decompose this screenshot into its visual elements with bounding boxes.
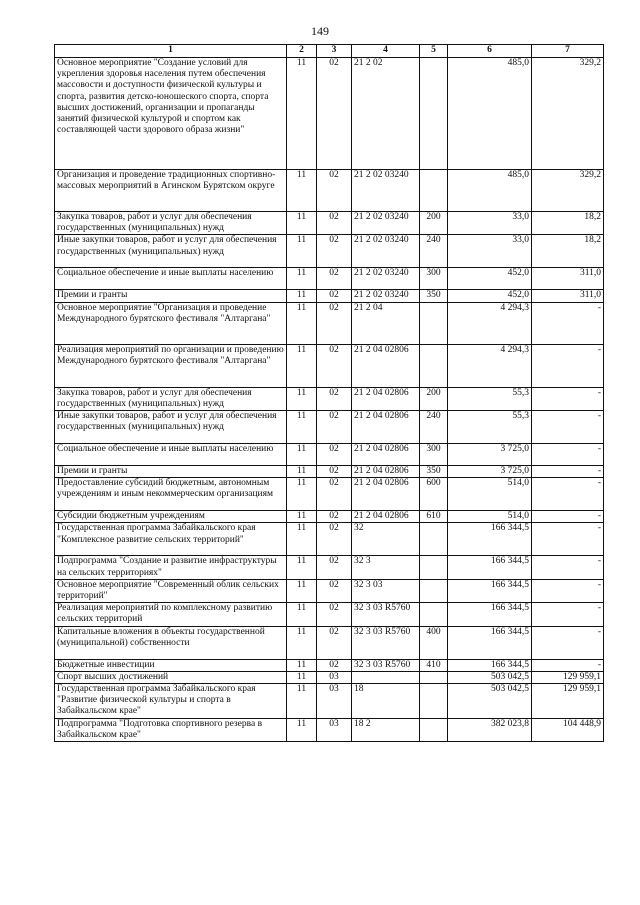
row-amount-2022: - — [532, 466, 604, 478]
row-section: 11 — [287, 466, 317, 478]
row-target-code: 21 2 02 — [352, 58, 420, 170]
row-expense-type — [420, 344, 448, 387]
row-amount-2021: 166 344,5 — [448, 579, 532, 602]
column-header: 2 — [287, 45, 317, 58]
row-section: 11 — [287, 290, 317, 302]
row-expense-type — [420, 302, 448, 344]
table-row — [55, 444, 604, 466]
row-target-code: 21 2 04 02806 — [352, 387, 420, 410]
row-target-code: 21 2 02 03240 — [352, 268, 420, 290]
column-header: 5 — [420, 45, 448, 58]
row-target-code: 18 — [352, 684, 420, 719]
row-name: Субсидии бюджетным учреждениям — [55, 511, 287, 523]
row-section: 11 — [287, 235, 317, 268]
row-name: Иные закупки товаров, работ и услуг для обеспечения государственных (муниципальных) нужд — [55, 235, 287, 268]
row-amount-2021: 382 023,8 — [448, 718, 532, 741]
row-amount-2021: 166 344,5 — [448, 523, 532, 556]
row-amount-2022: - — [532, 411, 604, 444]
row-amount-2021: 166 344,5 — [448, 626, 532, 659]
row-section: 11 — [287, 170, 317, 212]
budget-table — [54, 44, 604, 742]
row-subsection: 02 — [317, 511, 352, 523]
table-row — [55, 671, 604, 683]
table-row — [55, 268, 604, 290]
table-row — [55, 290, 604, 302]
row-expense-type — [420, 603, 448, 626]
row-expense-type: 240 — [420, 411, 448, 444]
row-expense-type: 600 — [420, 478, 448, 511]
row-amount-2021: 452,0 — [448, 290, 532, 302]
row-section: 11 — [287, 411, 317, 444]
column-header: 6 — [448, 45, 532, 58]
row-name: Подпрограмма "Подготовка спортивного резерва в Забайкальском крае" — [55, 718, 287, 741]
row-target-code: 21 2 04 — [352, 302, 420, 344]
row-expense-type: 300 — [420, 268, 448, 290]
row-amount-2021: 503 042,5 — [448, 671, 532, 683]
column-header: 3 — [317, 45, 352, 58]
row-name: Предоставление субсидий бюджетным, автономным учреждениям и иным некоммерческим организациям — [55, 478, 287, 511]
row-amount-2021: 3 725,0 — [448, 466, 532, 478]
row-subsection: 03 — [317, 684, 352, 719]
row-name: Иные закупки товаров, работ и услуг для обеспечения государственных (муниципальных) нужд — [55, 411, 287, 444]
row-section: 11 — [287, 302, 317, 344]
table-row — [55, 466, 604, 478]
row-expense-type: 240 — [420, 235, 448, 268]
row-target-code: 32 3 03 R5760 — [352, 603, 420, 626]
row-amount-2021: 4 294,3 — [448, 344, 532, 387]
table-row — [55, 58, 604, 170]
row-amount-2021: 166 344,5 — [448, 603, 532, 626]
table-row — [55, 478, 604, 511]
table-row — [55, 556, 604, 579]
table-row — [55, 684, 604, 719]
row-subsection: 02 — [317, 268, 352, 290]
column-header: 1 — [55, 45, 287, 58]
row-amount-2022: 311,0 — [532, 290, 604, 302]
row-target-code: 32 3 — [352, 556, 420, 579]
row-target-code: 21 2 02 03240 — [352, 170, 420, 212]
row-expense-type — [420, 556, 448, 579]
row-expense-type — [420, 58, 448, 170]
row-amount-2021: 4 294,3 — [448, 302, 532, 344]
row-name: Социальное обеспечение и иные выплаты населению — [55, 444, 287, 466]
row-target-code: 21 2 04 02806 — [352, 444, 420, 466]
row-name: Бюджетные инвестиции — [55, 659, 287, 671]
row-subsection: 03 — [317, 718, 352, 741]
row-amount-2022: - — [532, 659, 604, 671]
row-amount-2022: 18,2 — [532, 235, 604, 268]
row-subsection: 02 — [317, 290, 352, 302]
row-section: 11 — [287, 579, 317, 602]
row-name: Премии и гранты — [55, 466, 287, 478]
table-body — [55, 58, 604, 742]
row-section: 11 — [287, 387, 317, 410]
row-target-code — [352, 671, 420, 683]
row-target-code: 32 3 03 — [352, 579, 420, 602]
row-amount-2021: 33,0 — [448, 212, 532, 235]
row-subsection: 02 — [317, 523, 352, 556]
row-name: Основное мероприятие "Современный облик сельских территорий" — [55, 579, 287, 602]
row-amount-2021: 55,3 — [448, 387, 532, 410]
row-expense-type — [420, 671, 448, 683]
row-amount-2022: - — [532, 444, 604, 466]
row-amount-2022: 18,2 — [532, 212, 604, 235]
row-expense-type: 410 — [420, 659, 448, 671]
row-name: Организация и проведение традиционных спортивно-массовых мероприятий в Агинском Бурятском округе — [55, 170, 287, 212]
row-target-code: 32 — [352, 523, 420, 556]
row-section: 11 — [287, 659, 317, 671]
row-subsection: 02 — [317, 478, 352, 511]
row-amount-2022: 129 959,1 — [532, 684, 604, 719]
row-subsection: 02 — [317, 212, 352, 235]
table-row — [55, 523, 604, 556]
row-amount-2022: - — [532, 626, 604, 659]
row-expense-type: 350 — [420, 466, 448, 478]
row-amount-2022: - — [532, 511, 604, 523]
row-name: Спорт высших достижений — [55, 671, 287, 683]
row-amount-2022: - — [532, 556, 604, 579]
row-subsection: 02 — [317, 444, 352, 466]
row-amount-2021: 55,3 — [448, 411, 532, 444]
row-section: 11 — [287, 212, 317, 235]
row-section: 11 — [287, 444, 317, 466]
table-row — [55, 235, 604, 268]
row-amount-2022: 329,2 — [532, 58, 604, 170]
row-expense-type: 350 — [420, 290, 448, 302]
row-subsection: 02 — [317, 659, 352, 671]
table-row — [55, 626, 604, 659]
row-target-code: 32 3 03 R5760 — [352, 626, 420, 659]
row-expense-type — [420, 523, 448, 556]
table-row — [55, 302, 604, 344]
row-expense-type: 200 — [420, 212, 448, 235]
row-expense-type: 200 — [420, 387, 448, 410]
row-amount-2022: - — [532, 523, 604, 556]
row-section: 11 — [287, 626, 317, 659]
row-section: 11 — [287, 523, 317, 556]
row-target-code: 21 2 04 02806 — [352, 411, 420, 444]
row-amount-2021: 3 725,0 — [448, 444, 532, 466]
row-section: 11 — [287, 556, 317, 579]
row-name: Реализация мероприятий по комплексному развитию сельских территорий — [55, 603, 287, 626]
row-section: 11 — [287, 344, 317, 387]
row-name: Основное мероприятие "Создание условий для укрепления здоровья населения путем обеспечения массовости и доступности физической культуры и спорта, развития детско-юношеского спорта, спорта высших достижений, организации и пропаганды занятий физической культурой и спортом как составляющей части здорового образа жизни" — [55, 58, 287, 170]
row-amount-2022: 104 448,9 — [532, 718, 604, 741]
row-expense-type — [420, 579, 448, 602]
row-name: Социальное обеспечение и иные выплаты населению — [55, 268, 287, 290]
row-amount-2021: 166 344,5 — [448, 556, 532, 579]
row-name: Подпрограмма "Создание и развитие инфраструктуры на сельских территориях" — [55, 556, 287, 579]
row-expense-type — [420, 718, 448, 741]
row-subsection: 02 — [317, 626, 352, 659]
row-section: 11 — [287, 268, 317, 290]
row-expense-type: 300 — [420, 444, 448, 466]
row-section: 11 — [287, 511, 317, 523]
table-row — [55, 170, 604, 212]
row-name: Закупка товаров, работ и услуг для обеспечения государственных (муниципальных) нужд — [55, 387, 287, 410]
row-target-code: 18 2 — [352, 718, 420, 741]
header-row — [55, 45, 604, 58]
row-amount-2021: 514,0 — [448, 511, 532, 523]
row-expense-type: 610 — [420, 511, 448, 523]
row-section: 11 — [287, 684, 317, 719]
row-name: Закупка товаров, работ и услуг для обеспечения государственных (муниципальных) нужд — [55, 212, 287, 235]
row-subsection: 02 — [317, 344, 352, 387]
table-row — [55, 344, 604, 387]
row-amount-2022: 129 959,1 — [532, 671, 604, 683]
row-name: Капитальные вложения в объекты государственной (муниципальной) собственности — [55, 626, 287, 659]
row-amount-2021: 485,0 — [448, 170, 532, 212]
table-row — [55, 511, 604, 523]
table-row — [55, 411, 604, 444]
row-target-code: 21 2 04 02806 — [352, 511, 420, 523]
row-subsection: 02 — [317, 411, 352, 444]
row-amount-2022: - — [532, 579, 604, 602]
row-amount-2022: - — [532, 478, 604, 511]
row-section: 11 — [287, 478, 317, 511]
row-subsection: 02 — [317, 170, 352, 212]
row-subsection: 02 — [317, 58, 352, 170]
row-target-code: 21 2 02 03240 — [352, 290, 420, 302]
row-amount-2022: - — [532, 344, 604, 387]
row-amount-2022: 329,2 — [532, 170, 604, 212]
row-amount-2021: 503 042,5 — [448, 684, 532, 719]
row-target-code: 21 2 04 02806 — [352, 344, 420, 387]
column-header: 4 — [352, 45, 420, 58]
row-expense-type — [420, 684, 448, 719]
row-subsection: 02 — [317, 235, 352, 268]
row-amount-2022: - — [532, 302, 604, 344]
row-name: Государственная программа Забайкальского края "Развитие физической культуры и спорта в Забайкальском крае" — [55, 684, 287, 719]
row-expense-type: 400 — [420, 626, 448, 659]
row-amount-2022: - — [532, 603, 604, 626]
row-subsection: 02 — [317, 579, 352, 602]
table-row — [55, 212, 604, 235]
row-amount-2022: 311,0 — [532, 268, 604, 290]
row-amount-2021: 166 344,5 — [448, 659, 532, 671]
row-name: Премии и гранты — [55, 290, 287, 302]
table-row — [55, 659, 604, 671]
row-section: 11 — [287, 58, 317, 170]
page-number: 149 — [311, 24, 329, 38]
table-row — [55, 603, 604, 626]
row-subsection: 02 — [317, 603, 352, 626]
row-section: 11 — [287, 603, 317, 626]
table-row — [55, 387, 604, 410]
table-row — [55, 718, 604, 741]
row-target-code: 21 2 04 02806 — [352, 478, 420, 511]
row-expense-type — [420, 170, 448, 212]
row-amount-2021: 485,0 — [448, 58, 532, 170]
row-subsection: 03 — [317, 671, 352, 683]
row-subsection: 02 — [317, 387, 352, 410]
column-header: 7 — [532, 45, 604, 58]
row-amount-2021: 514,0 — [448, 478, 532, 511]
row-name: Реализация мероприятий по организации и проведению Международного бурятского фестиваля "Алтаргана" — [55, 344, 287, 387]
table-row — [55, 579, 604, 602]
row-amount-2021: 452,0 — [448, 268, 532, 290]
row-name: Основное мероприятие "Организация и проведение Международного бурятского фестиваля "Алтаргана" — [55, 302, 287, 344]
row-target-code: 32 3 03 R5760 — [352, 659, 420, 671]
row-target-code: 21 2 04 02806 — [352, 466, 420, 478]
row-target-code: 21 2 02 03240 — [352, 212, 420, 235]
row-section: 11 — [287, 671, 317, 683]
row-name: Государственная программа Забайкальского края "Комплексное развитие сельских территорий" — [55, 523, 287, 556]
row-amount-2021: 33,0 — [448, 235, 532, 268]
row-section: 11 — [287, 718, 317, 741]
row-target-code: 21 2 02 03240 — [352, 235, 420, 268]
row-subsection: 02 — [317, 302, 352, 344]
row-amount-2022: - — [532, 387, 604, 410]
row-subsection: 02 — [317, 556, 352, 579]
row-subsection: 02 — [317, 466, 352, 478]
